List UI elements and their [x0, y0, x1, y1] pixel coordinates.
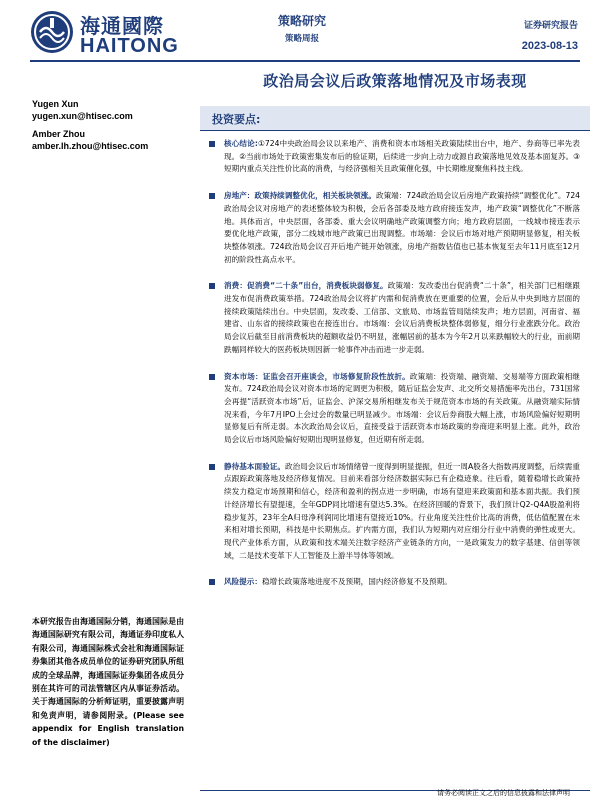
logo-english-name: HAITONG — [80, 35, 179, 57]
key-point-lead: 静待基本面验证。 — [224, 461, 286, 471]
report-date: 2023-08-13 — [521, 40, 578, 52]
key-points — [200, 138, 590, 603]
logo-chinese-name: 海通國際 — [80, 14, 164, 38]
section-title: 投资要点: — [212, 113, 261, 126]
key-point-body: 政策端：发改委出台促消费“二十条”，相关部门已相继跟进发布促消费政策举措。724政治局会议将扩内需和促消费放在更重要的位置，会后从中央到地方层面的接续政策陆续出台。中央层面，发改委、工信部、文旅局、市场监管局陆续发声；地方层面，河南省、福建省、山东省的接续政策也在接连出台。市场端：会议后消费板块整体弱修复，细分行业涨跌分化。政治局会议后截至目前消费板块的超额收益仍不明显，涨幅居前的基本为今年2月以来跌幅较大的行业，而前期跌幅同样较大的医药板块则因新一轮事件冲击而进一步走弱。 — [224, 281, 580, 354]
key-point-body: 政策端：724政治局会议后房地产政策持续“调整优化”。724政治局会议对房地产的表述整体较为积极，会后各部委及地方政府接连发声，地产政策“调整优化”不断落地。具体而言，中央层面，各部委、重大会议明确地产政策调整方向；地方政府层面，一线城市接连表示要优化地产政策，部分二线城市地产政策已出现调整。市场端：会议后市场对地产预期明显修复，相关板块整体领涨。724政治局会议召开后地产链开始领涨，房地产指数估值也已基本恢复至去年11月底至12月初的阶段性高点水平。 — [224, 191, 580, 264]
section-divider — [200, 130, 590, 131]
bullet-icon — [209, 374, 215, 380]
author-email[interactable]: amber.lh.zhou@htisec.com — [32, 141, 149, 151]
report-type: 策略研究 — [277, 14, 326, 28]
haitong-logo-icon — [30, 10, 74, 54]
key-point-item — [200, 576, 590, 589]
key-point-lead: 风险提示： — [224, 577, 262, 587]
key-point-lead: 房地产：政策持续调整优化，相关板块领涨。 — [224, 191, 376, 201]
section-header — [200, 106, 590, 130]
key-point-item — [200, 371, 590, 447]
bullet-icon — [209, 579, 215, 585]
key-point-body: 政策端：投资端、融资端、交易端等方面政策相继发布。724政治局会议对资本市场的定调更为积极，随后证监会发声、北交所交易措施率先出台，731国常会再提“活跃资本市场”后，证监会、沪深交易所相继发布关于规范资本市场的有关政策。从融资端实际情况来看，今年7月IPO上会过会的数量已明显减少。市场端：会议后券商股大幅上涨，市场风险偏好短期明显修复后有所走弱。本次政治局会议后，直接受益于活跃资本市场政策的券商迎来明显上涨。此外，政治局会议后市场风险偏好短期出现明显修复，但近期有所走弱。 — [224, 371, 581, 445]
disclaimer-text: 本研究报告由海通国际分销，海通国际是由海通国际研究有限公司，海通证券印度私人有限公司，海通国际株式会社和海通国际证券集团其他各成员单位的证券研究团队所组成的全球品牌，海通国际证券集团各成员分别在其许可的司法管辖区内从事证券活动。关于海通国际的分析师证明，重要披露声明和免责声明，请参阅附录。(Please see appendix for English translation of the disclaimer) — [32, 617, 184, 747]
report-category: 证券研究报告 — [523, 21, 578, 31]
bullet-icon — [209, 464, 215, 470]
bullet-icon — [209, 283, 215, 289]
report-subtype: 策略周报 — [284, 34, 319, 44]
key-point-item — [200, 190, 590, 266]
author-name: Amber Zhou — [32, 129, 85, 139]
header-divider — [30, 60, 580, 62]
key-point-body: 稳增长政策落地进度不及预期，国内经济修复不及预期。 — [261, 577, 452, 587]
key-point-body: ①724中央政治局会议以来地产、消费和资本市场相关政策陆续出台中，地产、券商等已率先表现。②当前市场处于政策密集发布后的验证期，后续进一步向上动力或源自政策落地见效及基本面复苏。③短期内重点关注性价比高的消费，与经济强相关且政策催化强，中长期维度聚焦科技主线。 — [224, 139, 580, 174]
key-point-lead: 消费：促消费“二十条”出台，消费板块弱修复。 — [224, 281, 388, 291]
author-email[interactable]: yugen.xun@htisec.com — [32, 111, 133, 121]
key-point-item — [200, 280, 590, 356]
bullet-icon — [209, 193, 215, 199]
company-logo — [30, 8, 200, 56]
report-title: 政治局会议后政策落地情况及市场表现 — [263, 72, 527, 90]
key-point-item — [200, 461, 590, 563]
key-point-lead: 核心结论: — [224, 139, 258, 148]
bullet-icon — [209, 141, 215, 147]
key-point-body: 政治局会议后市场情绪曾一度得到明显提振，但近一周A股各大指数再度调整，后续需重点跟踪政策落地及经济修复情况。目前来看部分经济数据实际已有企稳迹象。往后看，随着稳增长政策持续发力稳定市场预期和信心，经济和盈利的拐点进一步明确，市场有望迎来政策面和基本面共振。我们预计经济增长有望提速，全年GDP同比增速有望达5.3%。在经济回暖的背景下，我们预计Q2-Q4A股盈利将稳步复苏，23年全A归母净利润同比增速有望接近10%。行业角度关注性价比高的消费，低估值配置在未来相对增长预期，科技是中长期焦点。扩内需方面，我们认为短期内对应细分行业中消费的弹性或更大。现代产业体系方面，从政策和技术端关注数字经济产业链条的方向，一是政策发力的数字基建、信创等领域，二是技术变革下人工智能及上游半导体等领域。 — [224, 461, 580, 560]
key-point-lead: 资本市场：证监会召开座谈会，市场修复阶段性放折。 — [224, 371, 410, 381]
footer-note: 请务必阅读正文之后的信息披露和法律声明 — [437, 789, 570, 797]
author-name: Yugen Xun — [32, 99, 79, 109]
key-point-item — [200, 138, 590, 176]
